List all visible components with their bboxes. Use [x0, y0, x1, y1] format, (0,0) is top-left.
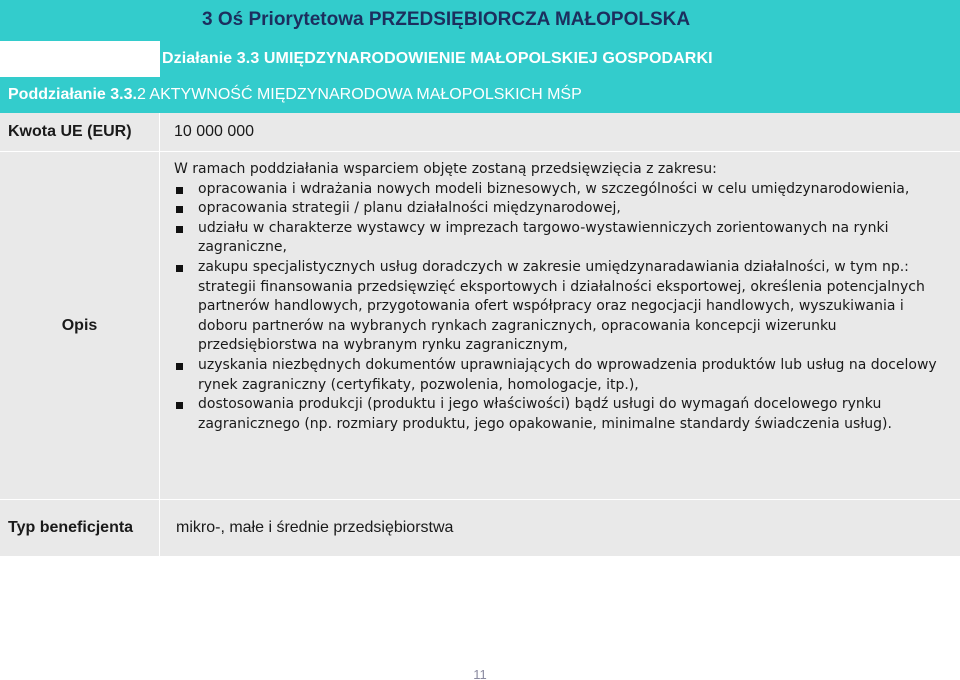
list-item [174, 395, 950, 434]
square-bullet-icon [176, 265, 183, 272]
table-row-typ [0, 500, 960, 557]
kwota-label: Kwota UE (EUR) [0, 113, 160, 151]
priority-header [0, 0, 960, 41]
kwota-value: 10 000 000 [160, 113, 960, 151]
subaction-prefix: Poddziałanie 3.3. [8, 86, 137, 103]
list-item-text: udziału w charakterze wystawcy w imprezach targowo-wystawienniczych zorientowanych na rynki zagraniczne, [198, 219, 889, 256]
square-bullet-icon [176, 402, 183, 409]
typ-label: Typ beneficjenta [0, 500, 160, 556]
opis-value [160, 152, 960, 499]
table-row-kwota [0, 113, 960, 152]
subaction-title [8, 86, 582, 104]
list-item-text: opracowania i wdrażania nowych modeli biznesowych, w szczególności w celu umiędzynarodowienia, [198, 180, 910, 197]
opis-list [174, 180, 950, 435]
opis-intro: W ramach poddziałania wsparciem objęte zostaną przedsięwzięcia z zakresu: [174, 161, 717, 177]
typ-value: mikro-, małe i średnie przedsiębiorstwa [160, 500, 960, 556]
square-bullet-icon [176, 206, 183, 213]
list-item-text: opracowania strategii / planu działalności międzynarodowej, [198, 200, 621, 217]
list-item-text: zakupu specjalistycznych usług doradczych w zakresie umiędzynaradawiania działalności, w tym np.: strategii finansowania przedsięwzięć eksportowych i działalności eksportowej, określenia potencjalnych partnerów handlowych, przygotowania ofert współpracy oraz negocjacji handlowych, wyszukiwania i doboru partnerów na wybranych rynkach zagranicznych, opracowania koncepcji wizerunku przedsiębiorstwa na wybranym rynku zagranicznym, [198, 258, 925, 354]
list-item [174, 180, 950, 200]
list-item [174, 199, 950, 219]
list-item-text: uzyskania niezbędnych dokumentów uprawniających do wprowadzenia produktów lub usług na docelowy rynek zagraniczny (certyfikaty, pozwolenia, homologacje, itp.), [198, 356, 937, 393]
table-row-opis [0, 152, 960, 500]
action-title: Działanie 3.3 UMIĘDZYNARODOWIENIE MAŁOPOLSKIEJ GOSPODARKI [162, 50, 713, 67]
priority-title: 3 Oś Priorytetowa PRZEDSIĘBIORCZA MAŁOPOLSKA [202, 9, 691, 30]
action-header [160, 41, 960, 77]
page-number: 11 [473, 667, 487, 680]
square-bullet-icon [176, 226, 183, 233]
opis-content [174, 160, 950, 434]
subaction-header [0, 77, 960, 113]
list-item-text: dostosowania produkcji (produktu i jego właściwości) bądź usługi do wymagań docelowego rynku zagranicznego (np. rozmiary produktu, jego opakowanie, minimalne standardy świadczenia usług). [198, 396, 892, 432]
opis-label: Opis [0, 152, 160, 499]
subaction-name: 2 AKTYWNOŚĆ MIĘDZYNARODOWA MAŁOPOLSKICH MŚP [136, 86, 582, 103]
square-bullet-icon [176, 363, 183, 370]
square-bullet-icon [176, 187, 183, 194]
info-table [0, 113, 960, 557]
list-item [174, 356, 950, 395]
list-item [174, 219, 950, 258]
list-item [174, 258, 950, 356]
